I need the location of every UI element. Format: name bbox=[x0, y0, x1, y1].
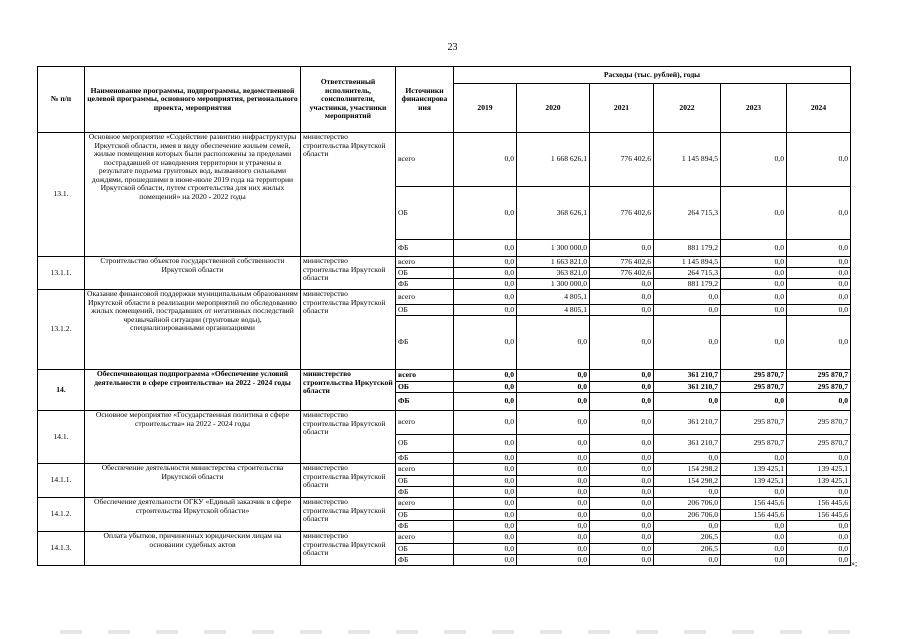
row-value: 0,0 bbox=[454, 453, 517, 464]
row-value: 0,0 bbox=[787, 187, 851, 240]
row-value: 881 179,2 bbox=[654, 240, 721, 257]
row-value: 295 870,7 bbox=[787, 382, 851, 393]
row-value: 0,0 bbox=[721, 240, 787, 257]
row-value: 0,0 bbox=[787, 544, 851, 555]
row-value: 295 870,7 bbox=[721, 382, 787, 393]
row-value: 0,0 bbox=[454, 435, 517, 453]
header-num: № п/п bbox=[38, 67, 85, 133]
row-value: 0,0 bbox=[787, 257, 851, 268]
row-value: 0,0 bbox=[787, 393, 851, 411]
header-name: Наименование программы, подпрограммы, ведомственной целевой программы, основного мероприятия, регионального проекта, мероприятия bbox=[85, 67, 301, 133]
row-value: 1 300 000,0 bbox=[517, 279, 590, 290]
row-value: 0,0 bbox=[590, 555, 654, 566]
row-value: 0,0 bbox=[454, 268, 517, 279]
row-source: ФБ bbox=[396, 316, 454, 370]
scan-noise bbox=[60, 630, 850, 634]
row-value: 295 870,7 bbox=[787, 411, 851, 435]
row-value: 295 870,7 bbox=[721, 411, 787, 435]
row-value: 0,0 bbox=[654, 305, 721, 316]
row-value: 0,0 bbox=[517, 555, 590, 566]
row-code: 14.1. bbox=[38, 411, 85, 464]
row-value: 0,0 bbox=[721, 305, 787, 316]
row-value: 0,0 bbox=[454, 316, 517, 370]
row-value: 776 402,6 bbox=[590, 268, 654, 279]
table-header bbox=[38, 67, 851, 133]
row-value: 156 445,6 bbox=[721, 510, 787, 521]
row-value: 361 210,7 bbox=[654, 382, 721, 393]
table-row bbox=[38, 498, 851, 510]
table-row bbox=[38, 370, 851, 382]
row-value: 0,0 bbox=[517, 453, 590, 464]
row-value: 361 210,7 bbox=[654, 435, 721, 453]
row-code: 13.1. bbox=[38, 133, 85, 257]
row-responsible: министерство строительства Иркутской области bbox=[301, 370, 396, 411]
row-value: 139 425,1 bbox=[721, 476, 787, 487]
table-row bbox=[38, 411, 851, 435]
row-value: 0,0 bbox=[454, 510, 517, 521]
row-value: 0,0 bbox=[721, 133, 787, 187]
row-value: 206 706,0 bbox=[654, 510, 721, 521]
row-value: 264 715,3 bbox=[654, 268, 721, 279]
row-name: Основное мероприятие «Содействие развитию инфраструктуры Иркутской области, имея в виду обеспечение жильем семей, жилые помещения которых были расположены за пределами пострадавшей от наводнения территории и утрачены в результате подъема грунтовых вод, вызванного сильными дождями, прошедшими в июне-июле 2019 года на территории Иркутской области, путем строительства для них жилых помещений» на 2020 - 2022 годы bbox=[85, 133, 301, 257]
row-value: 363 821,0 bbox=[517, 268, 590, 279]
closing-quote-mark: »; bbox=[851, 559, 858, 568]
row-value: 1 300 000,0 bbox=[517, 240, 590, 257]
header-year: 2021 bbox=[590, 84, 654, 133]
row-source: ОБ bbox=[396, 510, 454, 521]
row-value: 156 445,6 bbox=[721, 498, 787, 510]
row-value: 4 805,1 bbox=[517, 305, 590, 316]
row-value: 776 402,6 bbox=[590, 257, 654, 268]
row-source: ОБ bbox=[396, 305, 454, 316]
row-responsible: министерство строительства Иркутской области bbox=[301, 133, 396, 257]
row-code: 14. bbox=[38, 370, 85, 411]
row-value: 0,0 bbox=[590, 240, 654, 257]
row-value: 0,0 bbox=[517, 544, 590, 555]
row-value: 0,0 bbox=[590, 510, 654, 521]
header-expenses: Расходы (тыс. рублей), годы bbox=[454, 67, 851, 84]
table-body bbox=[38, 133, 851, 566]
row-value: 0,0 bbox=[590, 411, 654, 435]
row-value: 156 445,6 bbox=[787, 498, 851, 510]
row-value: 0,0 bbox=[721, 393, 787, 411]
row-value: 0,0 bbox=[454, 476, 517, 487]
row-source: всего bbox=[396, 290, 454, 305]
row-value: 0,0 bbox=[721, 279, 787, 290]
row-value: 0,0 bbox=[454, 279, 517, 290]
row-value: 0,0 bbox=[517, 532, 590, 544]
row-value: 206,5 bbox=[654, 532, 721, 544]
row-value: 361 210,7 bbox=[654, 411, 721, 435]
row-value: 154 298,2 bbox=[654, 464, 721, 476]
row-value: 1 668 626,1 bbox=[517, 133, 590, 187]
row-value: 0,0 bbox=[454, 187, 517, 240]
row-value: 0,0 bbox=[454, 555, 517, 566]
table-row bbox=[38, 290, 851, 305]
row-value: 0,0 bbox=[517, 464, 590, 476]
row-source: всего bbox=[396, 532, 454, 544]
row-value: 139 425,1 bbox=[721, 464, 787, 476]
row-value: 0,0 bbox=[654, 316, 721, 370]
row-value: 0,0 bbox=[590, 305, 654, 316]
row-code: 14.1.3. bbox=[38, 532, 85, 566]
row-value: 0,0 bbox=[517, 316, 590, 370]
row-name: Оплата убытков, причиненных юридическим лицам на основании судебных актов bbox=[85, 532, 301, 566]
row-value: 0,0 bbox=[590, 393, 654, 411]
row-source: ОБ bbox=[396, 476, 454, 487]
row-value: 0,0 bbox=[590, 544, 654, 555]
row-source: ФБ bbox=[396, 240, 454, 257]
row-value: 295 870,7 bbox=[721, 370, 787, 382]
row-value: 0,0 bbox=[517, 487, 590, 498]
row-value: 0,0 bbox=[721, 453, 787, 464]
row-value: 0,0 bbox=[721, 544, 787, 555]
row-value: 154 298,2 bbox=[654, 476, 721, 487]
row-source: ФБ bbox=[396, 555, 454, 566]
row-value: 0,0 bbox=[787, 279, 851, 290]
row-value: 0,0 bbox=[454, 487, 517, 498]
row-value: 0,0 bbox=[654, 453, 721, 464]
row-value: 0,0 bbox=[454, 521, 517, 532]
row-value: 0,0 bbox=[454, 411, 517, 435]
row-value: 0,0 bbox=[787, 240, 851, 257]
row-value: 0,0 bbox=[454, 382, 517, 393]
row-value: 0,0 bbox=[454, 257, 517, 268]
header-source: Источники финансирова ния bbox=[396, 67, 454, 133]
row-source: ФБ bbox=[396, 393, 454, 411]
row-value: 0,0 bbox=[787, 521, 851, 532]
row-name: Оказание финансовой поддержки муниципальным образованиям Иркутской области в реализации мероприятий по обследованию жилых помещений, пострадавших от негативных последствий чрезвычайной ситуации (грунтовые воды), специализированными организациями bbox=[85, 290, 301, 370]
row-code: 14.1.1. bbox=[38, 464, 85, 498]
row-value: 0,0 bbox=[517, 411, 590, 435]
row-value: 0,0 bbox=[590, 498, 654, 510]
row-value: 0,0 bbox=[590, 487, 654, 498]
row-value: 0,0 bbox=[517, 382, 590, 393]
row-value: 0,0 bbox=[590, 532, 654, 544]
row-value: 0,0 bbox=[590, 435, 654, 453]
row-value: 1 145 894,5 bbox=[654, 257, 721, 268]
row-value: 0,0 bbox=[517, 510, 590, 521]
row-value: 0,0 bbox=[721, 532, 787, 544]
row-value: 0,0 bbox=[721, 487, 787, 498]
row-source: ОБ bbox=[396, 187, 454, 240]
row-responsible: министерство строительства Иркутской области bbox=[301, 411, 396, 464]
row-value: 0,0 bbox=[787, 532, 851, 544]
row-value: 0,0 bbox=[654, 487, 721, 498]
header-year: 2019 bbox=[454, 84, 517, 133]
row-value: 0,0 bbox=[590, 476, 654, 487]
table-row bbox=[38, 257, 851, 268]
row-value: 264 715,3 bbox=[654, 187, 721, 240]
row-name: Основное мероприятие «Государственная политика в сфере строительства» на 2022 - 2024 годы bbox=[85, 411, 301, 464]
row-responsible: министерство строительства Иркутской области bbox=[301, 498, 396, 532]
row-value: 0,0 bbox=[454, 370, 517, 382]
row-name: Обеспечение деятельности министерства строительства Иркутской области bbox=[85, 464, 301, 498]
row-value: 0,0 bbox=[590, 521, 654, 532]
row-value: 0,0 bbox=[454, 133, 517, 187]
row-value: 156 445,6 bbox=[787, 510, 851, 521]
row-code: 13.1.2. bbox=[38, 290, 85, 370]
row-source: всего bbox=[396, 464, 454, 476]
header-year: 2023 bbox=[721, 84, 787, 133]
row-value: 0,0 bbox=[517, 370, 590, 382]
row-value: 0,0 bbox=[454, 290, 517, 305]
row-value: 0,0 bbox=[454, 498, 517, 510]
row-value: 0,0 bbox=[721, 521, 787, 532]
row-source: ФБ bbox=[396, 453, 454, 464]
row-value: 0,0 bbox=[517, 435, 590, 453]
row-code: 13.1.1. bbox=[38, 257, 85, 290]
row-value: 776 402,6 bbox=[590, 133, 654, 187]
row-value: 0,0 bbox=[454, 305, 517, 316]
row-value: 0,0 bbox=[721, 268, 787, 279]
row-value: 0,0 bbox=[590, 464, 654, 476]
row-value: 0,0 bbox=[654, 290, 721, 305]
row-value: 0,0 bbox=[787, 133, 851, 187]
row-value: 0,0 bbox=[787, 316, 851, 370]
row-source: ОБ bbox=[396, 544, 454, 555]
row-value: 0,0 bbox=[454, 393, 517, 411]
header-responsible: Ответственный исполнитель, соисполнители, участники, участники мероприятий bbox=[301, 67, 396, 133]
row-value: 0,0 bbox=[590, 316, 654, 370]
row-value: 0,0 bbox=[787, 453, 851, 464]
header-year: 2020 bbox=[517, 84, 590, 133]
row-value: 0,0 bbox=[787, 305, 851, 316]
row-source: ФБ bbox=[396, 279, 454, 290]
row-value: 0,0 bbox=[787, 268, 851, 279]
row-value: 776 402,6 bbox=[590, 187, 654, 240]
row-value: 0,0 bbox=[454, 532, 517, 544]
table-row bbox=[38, 133, 851, 187]
row-value: 206,5 bbox=[654, 544, 721, 555]
row-name: Обеспечение деятельности ОГКУ «Единый заказчик в сфере строительства Иркутской области» bbox=[85, 498, 301, 532]
row-value: 0,0 bbox=[590, 370, 654, 382]
row-value: 4 805,1 bbox=[517, 290, 590, 305]
row-responsible: министерство строительства Иркутской области bbox=[301, 290, 396, 370]
row-value: 295 870,7 bbox=[787, 435, 851, 453]
row-value: 0,0 bbox=[517, 521, 590, 532]
row-value: 0,0 bbox=[721, 555, 787, 566]
row-value: 0,0 bbox=[654, 521, 721, 532]
row-value: 0,0 bbox=[721, 290, 787, 305]
row-value: 0,0 bbox=[721, 257, 787, 268]
row-value: 0,0 bbox=[590, 453, 654, 464]
row-value: 0,0 bbox=[454, 544, 517, 555]
row-source: всего bbox=[396, 257, 454, 268]
header-year: 2022 bbox=[654, 84, 721, 133]
row-value: 1 663 821,0 bbox=[517, 257, 590, 268]
header-year: 2024 bbox=[787, 84, 851, 133]
row-source: ФБ bbox=[396, 487, 454, 498]
row-source: всего bbox=[396, 498, 454, 510]
row-name: Обеспечивающая подпрограмма «Обеспечение условий деятельности в сфере строительства» на 2022 - 2024 годы bbox=[85, 370, 301, 411]
row-value: 139 425,1 bbox=[787, 476, 851, 487]
row-value: 0,0 bbox=[454, 464, 517, 476]
row-value: 0,0 bbox=[787, 487, 851, 498]
row-value: 0,0 bbox=[721, 316, 787, 370]
row-source: ФБ bbox=[396, 521, 454, 532]
row-value: 0,0 bbox=[517, 393, 590, 411]
row-source: всего bbox=[396, 411, 454, 435]
row-value: 0,0 bbox=[654, 555, 721, 566]
row-value: 0,0 bbox=[654, 393, 721, 411]
row-responsible: министерство строительства Иркутской области bbox=[301, 257, 396, 290]
row-value: 0,0 bbox=[787, 290, 851, 305]
table-row bbox=[38, 532, 851, 544]
row-value: 295 870,7 bbox=[721, 435, 787, 453]
row-value: 361 210,7 bbox=[654, 370, 721, 382]
row-source: ОБ bbox=[396, 382, 454, 393]
row-value: 0,0 bbox=[590, 290, 654, 305]
page-number: 23 bbox=[447, 42, 458, 53]
row-source: всего bbox=[396, 370, 454, 382]
row-value: 0,0 bbox=[721, 187, 787, 240]
row-value: 1 145 894,5 bbox=[654, 133, 721, 187]
row-name: Строительство объектов государственной собственности Иркутской области bbox=[85, 257, 301, 290]
row-value: 0,0 bbox=[517, 476, 590, 487]
row-source: ОБ bbox=[396, 268, 454, 279]
expenses-table bbox=[37, 66, 851, 566]
row-value: 295 870,7 bbox=[787, 370, 851, 382]
row-value: 139 425,1 bbox=[787, 464, 851, 476]
row-value: 0,0 bbox=[517, 498, 590, 510]
row-value: 206 706,0 bbox=[654, 498, 721, 510]
row-value: 0,0 bbox=[454, 240, 517, 257]
row-source: всего bbox=[396, 133, 454, 187]
table-row bbox=[38, 464, 851, 476]
row-responsible: министерство строительства Иркутской области bbox=[301, 464, 396, 498]
row-value: 0,0 bbox=[787, 555, 851, 566]
row-code: 14.1.2. bbox=[38, 498, 85, 532]
row-source: ОБ bbox=[396, 435, 454, 453]
row-value: 0,0 bbox=[590, 279, 654, 290]
row-value: 368 626,1 bbox=[517, 187, 590, 240]
row-responsible: министерство строительства Иркутской области bbox=[301, 532, 396, 566]
row-value: 0,0 bbox=[590, 382, 654, 393]
row-value: 881 179,2 bbox=[654, 279, 721, 290]
